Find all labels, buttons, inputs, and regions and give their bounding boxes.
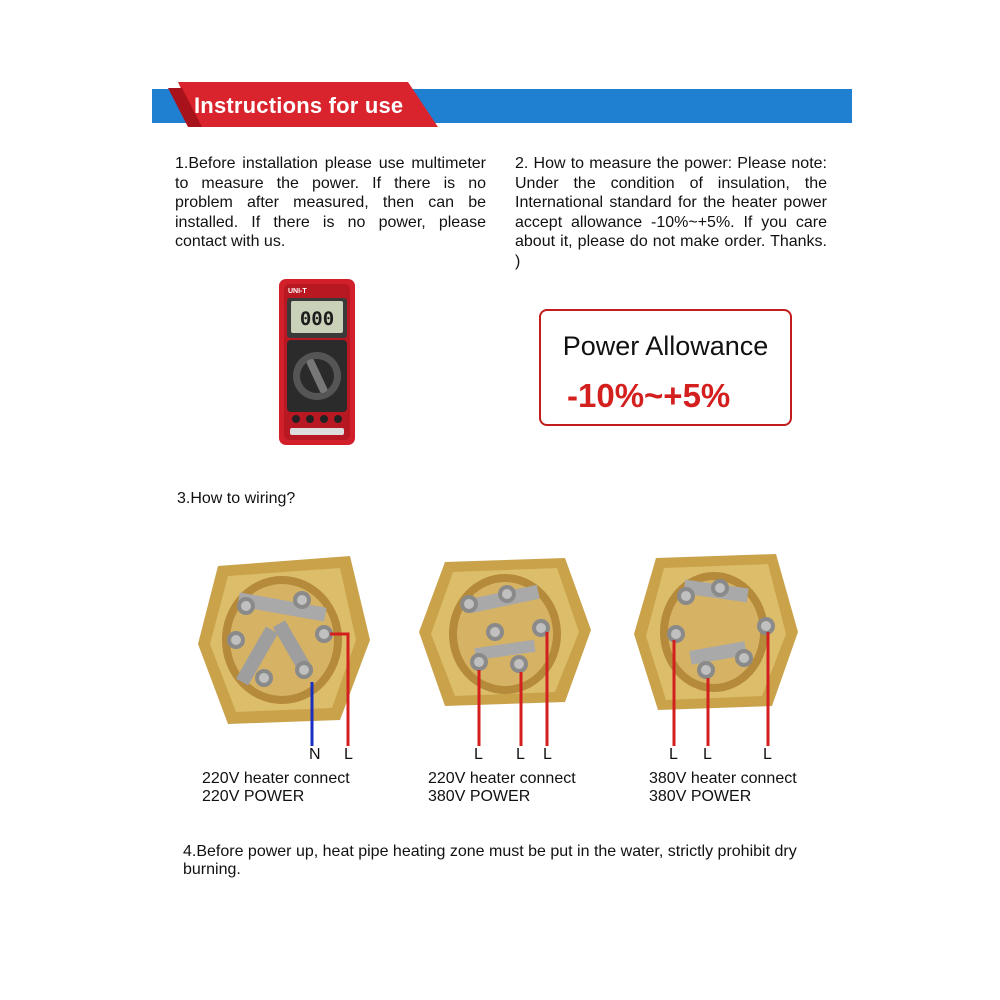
wire-label-2-1: L (474, 746, 483, 763)
step1-text: 1.Before installation please use multimeter to measure the power. If there is no problem after measured, then can be installed. If there is no power, please contact with us. (175, 155, 486, 250)
wire-label-3-3: L (763, 746, 772, 763)
wire-label-3-2: L (703, 746, 712, 763)
wiring-caption-3 (649, 770, 797, 806)
wiring-caption-2-line2: 380V POWER (428, 788, 531, 805)
multimeter-brand: UNI-T (288, 288, 307, 295)
wiring-caption-1 (202, 770, 350, 806)
wiring-caption-2-line1: 220V heater connect (428, 770, 576, 787)
heater-image-2 (415, 552, 595, 748)
step3-title: 3.How to wiring? (177, 490, 296, 507)
power-allowance-title: Power Allowance (562, 331, 769, 361)
power-allowance-box (539, 309, 792, 426)
wiring-caption-1-line1: 220V heater connect (202, 770, 350, 787)
banner-title: Instructions for use (194, 93, 404, 118)
step2-text: 2. How to measure the power: Please note: Under the condition of insulation, the International standard for the heater power accept allowance -10%~+5%. If you care about it, please do not make order. Thanks. ) (515, 155, 827, 270)
wire-label-2-3: L (543, 746, 552, 763)
power-allowance-value: -10%~+5% (567, 377, 731, 414)
heater-image-1 (190, 548, 380, 748)
wiring-caption-1-line2: 220V POWER (202, 788, 305, 805)
multimeter-display: 000 (299, 308, 335, 330)
wiring-caption-3-line1: 380V heater connect (649, 770, 797, 787)
wire-label-1-2: L (344, 746, 353, 763)
step4-text: 4.Before power up, heat pipe heating zone must be put in the water, strictly prohibit dry burning. (183, 843, 797, 878)
wiring-caption-3-line2: 380V POWER (649, 788, 752, 805)
multimeter-image (278, 278, 356, 446)
wire-label-1-1: N (309, 746, 321, 763)
wire-label-2-2: L (516, 746, 525, 763)
heater-image-3 (628, 548, 800, 748)
wiring-caption-2 (428, 770, 576, 806)
wire-label-3-1: L (669, 746, 678, 763)
